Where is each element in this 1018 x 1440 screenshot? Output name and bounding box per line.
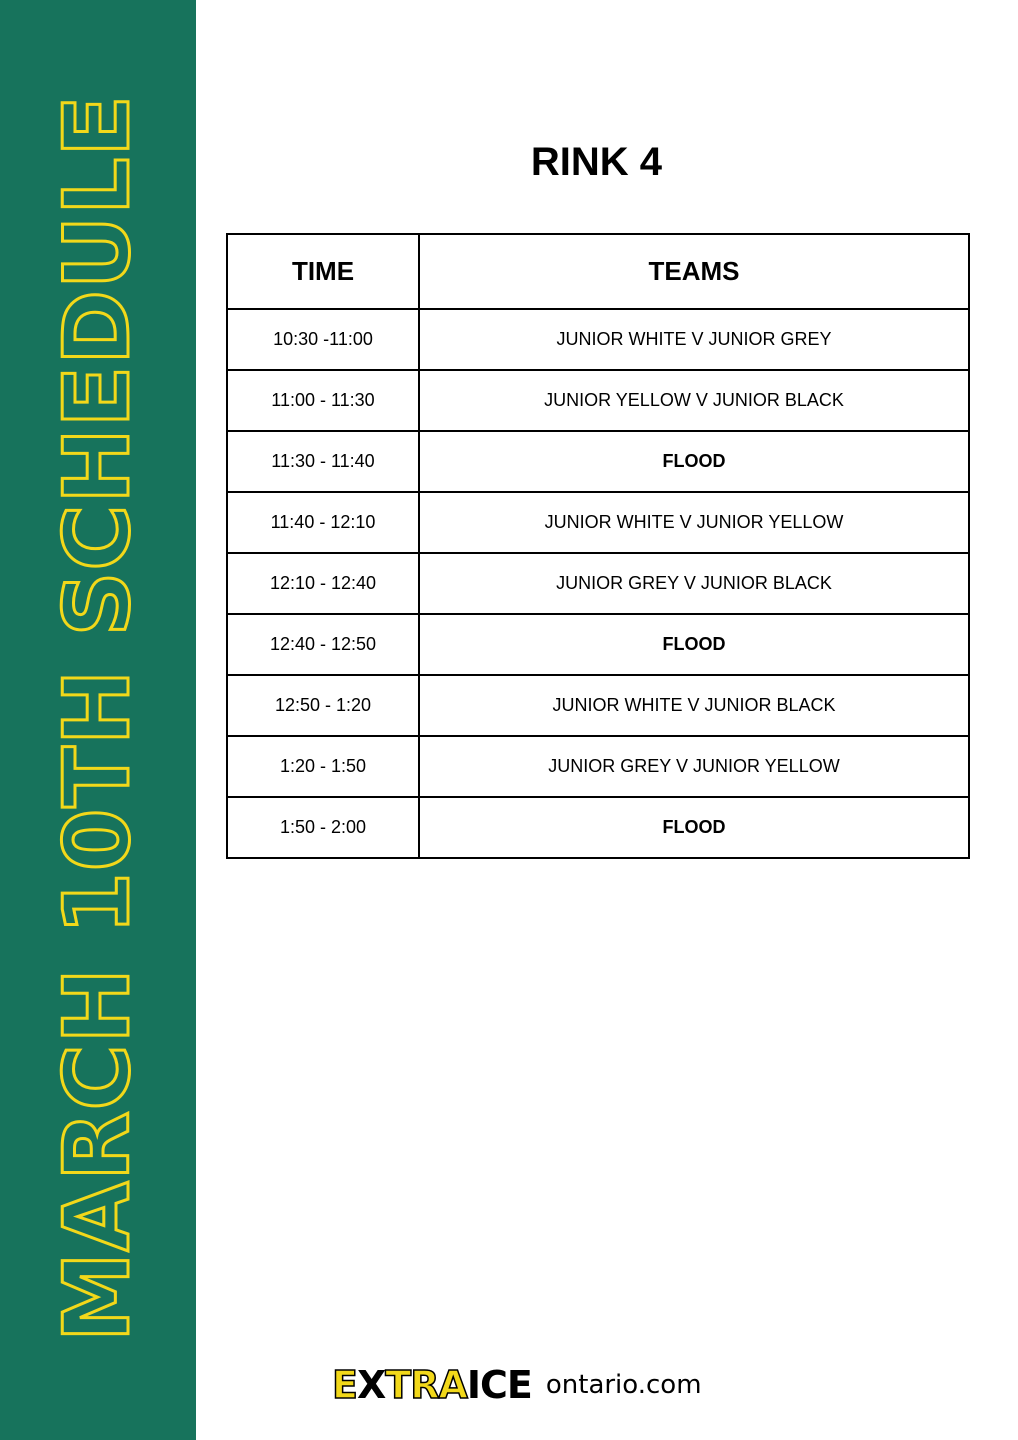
- time-cell: 11:30 - 11:40: [227, 431, 419, 492]
- teams-cell: JUNIOR GREY V JUNIOR YELLOW: [419, 736, 969, 797]
- time-cell: 1:20 - 1:50: [227, 736, 419, 797]
- time-cell: 12:40 - 12:50: [227, 614, 419, 675]
- sidebar-title: MARCH 10TH SCHEDULE: [45, 94, 150, 1342]
- time-cell: 1:50 - 2:00: [227, 797, 419, 858]
- time-cell: 11:40 - 12:10: [227, 492, 419, 553]
- site-domain: ontario.com: [545, 1370, 702, 1400]
- teams-cell: JUNIOR GREY V JUNIOR BLACK: [419, 553, 969, 614]
- table-row: [227, 736, 969, 797]
- rink-title: RINK 4: [530, 140, 663, 184]
- table-row: [227, 431, 969, 492]
- time-cell: 12:50 - 1:20: [227, 675, 419, 736]
- table-row: [227, 309, 969, 370]
- teams-cell: JUNIOR WHITE V JUNIOR GREY: [419, 309, 969, 370]
- teams-cell: JUNIOR YELLOW V JUNIOR BLACK: [419, 370, 969, 431]
- time-cell: 11:00 - 11:30: [227, 370, 419, 431]
- time-column-header: TIME: [227, 234, 419, 309]
- brand-logo: EXTRAICE: [332, 1363, 532, 1407]
- table-row: [227, 797, 969, 858]
- sidebar: [0, 0, 196, 1440]
- flood-cell: FLOOD: [419, 797, 969, 858]
- table-row: [227, 492, 969, 553]
- time-cell: 10:30 -11:00: [227, 309, 419, 370]
- teams-column-header: TEAMS: [419, 234, 969, 309]
- teams-cell: JUNIOR WHITE V JUNIOR BLACK: [419, 675, 969, 736]
- schedule-body: [227, 309, 969, 858]
- time-cell: 12:10 - 12:40: [227, 553, 419, 614]
- table-row: [227, 553, 969, 614]
- footer-logo: [332, 1362, 702, 1408]
- table-row: [227, 614, 969, 675]
- table-header-row: [227, 234, 969, 309]
- flood-cell: FLOOD: [419, 614, 969, 675]
- schedule-table: [226, 233, 970, 859]
- flood-cell: FLOOD: [419, 431, 969, 492]
- teams-cell: JUNIOR WHITE V JUNIOR YELLOW: [419, 492, 969, 553]
- table-row: [227, 675, 969, 736]
- table-row: [227, 370, 969, 431]
